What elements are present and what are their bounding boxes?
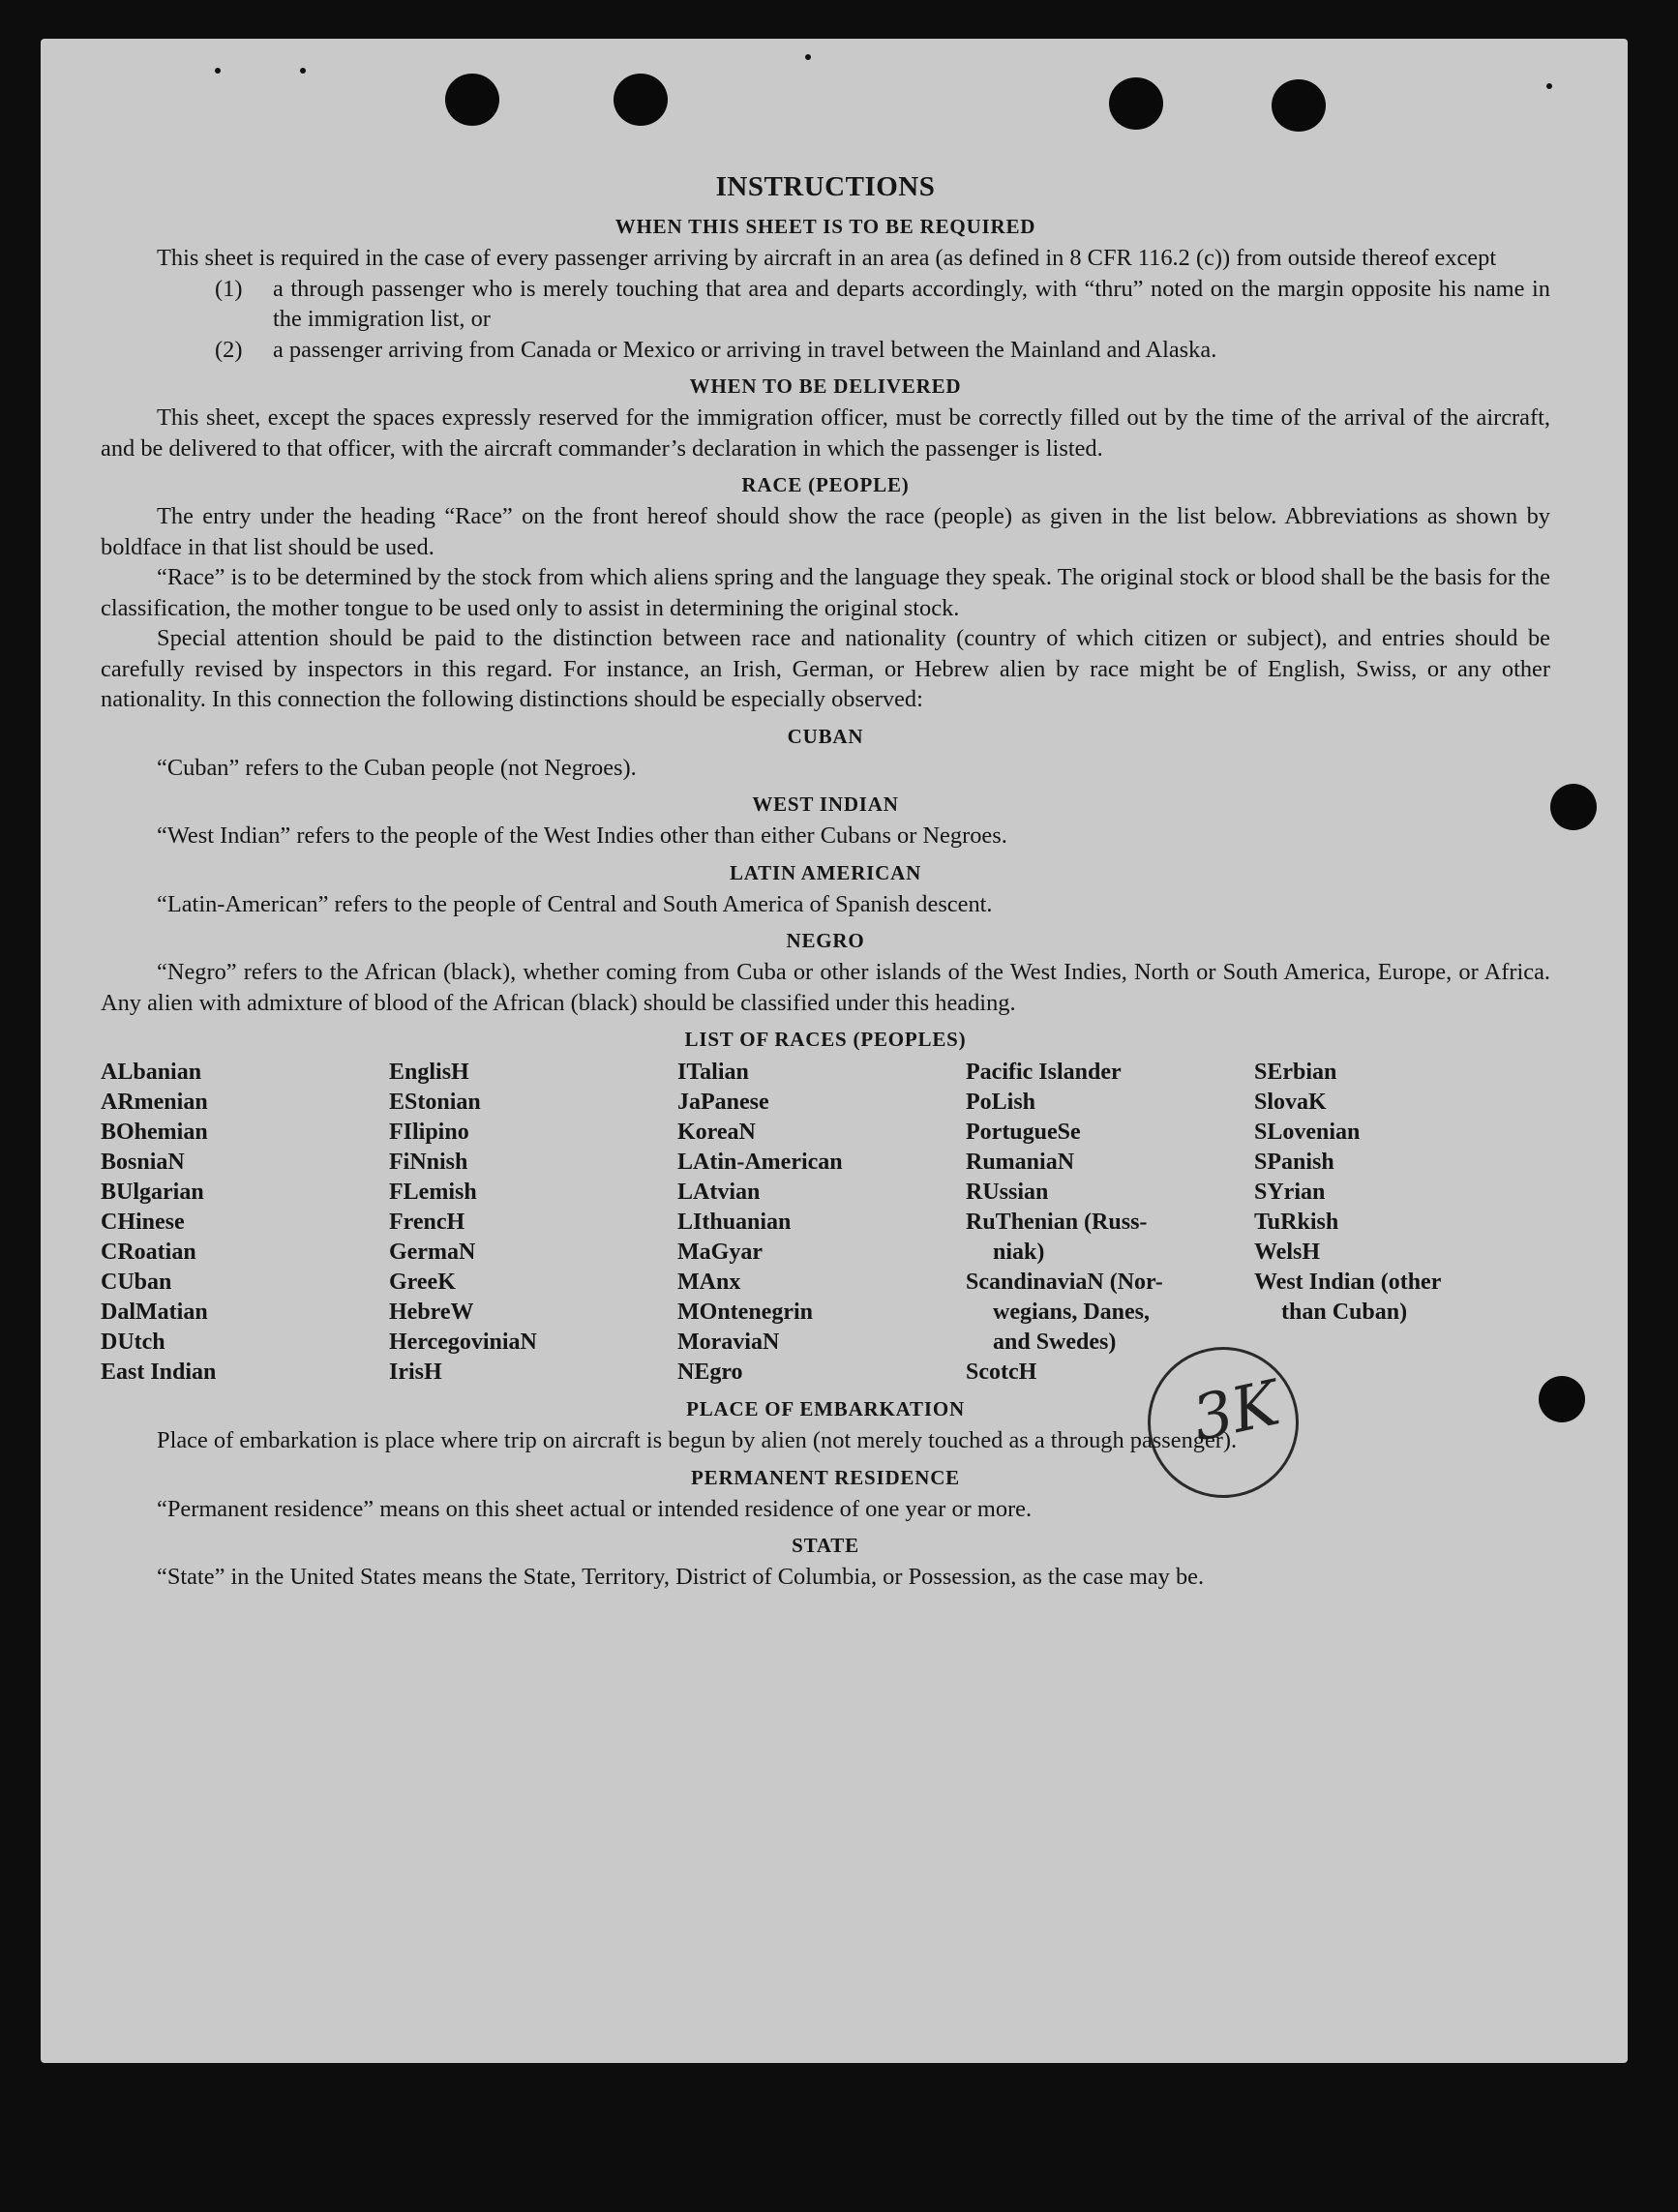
list-item (215, 335, 1550, 366)
race-item: SlovaK (1254, 1090, 1327, 1115)
race-item: ALbanian (101, 1060, 202, 1085)
race-item: BosniaN (101, 1150, 185, 1175)
race-column (677, 1058, 966, 1388)
race-item: West Indian (other (1254, 1270, 1442, 1295)
race-item: ScandinaviaN (Nor- (966, 1270, 1163, 1295)
race-item: GermaN (389, 1240, 476, 1265)
race-item: East Indian (101, 1360, 217, 1385)
state-text: “State” in the United States means the State, Territory, District of Columbia, or Possession, as the case may be. (157, 1564, 1205, 1590)
race-item: ScotcH (966, 1360, 1037, 1385)
race-item: WelsH (1254, 1240, 1321, 1265)
race-item: ITalian (677, 1060, 749, 1085)
item-text: a passenger arriving from Canada or Mexico or arriving in travel between the Mainland and Alaska. (273, 336, 1217, 363)
embarkation-text: Place of embarkation is place where trip on aircraft is begun by alien (not merely touched as a through passenger). (157, 1427, 1238, 1453)
race-item: KoreaN (677, 1120, 756, 1145)
race-paragraph: The entry under the heading “Race” on the front hereof should show the race (people) as given in the list below. Abbreviations as shown by boldface in that list should be used. (101, 503, 1550, 560)
race-item: LAtin-American (677, 1150, 843, 1175)
race-column (101, 1058, 389, 1388)
race-item: MoraviaN (677, 1330, 780, 1355)
race-item: FLemish (389, 1180, 477, 1205)
race-column (966, 1058, 1254, 1388)
race-item: TuRkish (1254, 1210, 1339, 1235)
race-item: SPanish (1254, 1150, 1334, 1175)
heading-list-of-races: LIST OF RACES (PEOPLES) (684, 1028, 967, 1051)
punch-hole (1109, 77, 1163, 130)
race-item: RuThenian (Russ- (966, 1210, 1148, 1235)
race-item: LAtvian (677, 1180, 761, 1205)
race-item: MOntenegrin (677, 1300, 813, 1325)
heading-state: STATE (792, 1534, 859, 1557)
race-item: GreeK (389, 1270, 456, 1295)
heading-required: WHEN THIS SHEET IS TO BE REQUIRED (614, 215, 1036, 238)
race-item: RUssian (966, 1180, 1049, 1205)
race-item: niak) (993, 1240, 1045, 1265)
race-item: and Swedes) (993, 1330, 1117, 1355)
stamp-mark: 3K (1186, 1367, 1286, 1456)
race-item: EnglisH (389, 1060, 469, 1085)
race-item: BOhemian (101, 1120, 208, 1145)
race-item: ARmenian (101, 1090, 208, 1115)
negro-text: “Negro” refers to the African (black), whether coming from Cuba or other islands of the West Indies, North or South America, Europe, or Africa. Any alien with admixture of blood of the African (black) should be classified under this heading. (101, 959, 1550, 1016)
race-column (389, 1058, 677, 1388)
west-indian-text: “West Indian” refers to the people of the West Indies other than either Cubans or Negroes. (157, 822, 1007, 849)
race-list (101, 1058, 1550, 1388)
item-number: (1) (215, 275, 243, 302)
race-item: SErbian (1254, 1060, 1337, 1085)
page-title: INSTRUCTIONS (715, 171, 936, 202)
speck (300, 68, 306, 74)
race-item: FrencH (389, 1210, 465, 1235)
delivered-text: This sheet, except the spaces expressly reserved for the immigration officer, must be correctly filled out by the time of the arrival of the aircraft, and be delivered to that officer, with the aircraft commander’s declaration in which the passenger is listed. (101, 404, 1550, 462)
document-page (41, 39, 1628, 2063)
race-item: PoLish (966, 1090, 1036, 1115)
punch-hole (1272, 79, 1326, 132)
race-item: JaPanese (677, 1090, 769, 1115)
race-item: CHinese (101, 1210, 185, 1235)
race-item: HercegoviniaN (389, 1330, 537, 1355)
race-item: DUtch (101, 1330, 165, 1355)
exception-list (215, 274, 1550, 366)
cuban-text: “Cuban” refers to the Cuban people (not Negroes). (157, 754, 637, 781)
heading-cuban: CUBAN (787, 724, 864, 748)
residence-text: “Permanent residence” means on this sheet actual or intended residence of one year or more. (157, 1495, 1033, 1522)
race-item: NEgro (677, 1360, 743, 1385)
race-item: FiNnish (389, 1150, 468, 1175)
race-item: FIlipino (389, 1120, 469, 1145)
race-item: DalMatian (101, 1300, 208, 1325)
race-item: Pacific Islander (966, 1060, 1122, 1085)
instructions-body (101, 170, 1550, 1593)
latin-american-text: “Latin-American” refers to the people of Central and South America of Spanish descent. (157, 890, 993, 917)
heading-latin-american: LATIN AMERICAN (729, 860, 922, 884)
list-item (215, 274, 1550, 335)
race-item: CRoatian (101, 1240, 196, 1265)
race-item: than Cuban) (1281, 1300, 1408, 1325)
heading-residence: PERMANENT RESIDENCE (691, 1465, 960, 1489)
race-item: LIthuanian (677, 1210, 792, 1235)
race-item: PortugueSe (966, 1120, 1081, 1145)
heading-west-indian: WEST INDIAN (752, 792, 899, 816)
race-item: SLovenian (1254, 1120, 1361, 1145)
speck (1546, 83, 1552, 89)
heading-race: RACE (PEOPLE) (741, 473, 910, 496)
punch-hole (614, 74, 668, 126)
race-item: wegians, Danes, (993, 1300, 1151, 1325)
race-item: RumaniaN (966, 1150, 1075, 1175)
punch-hole (445, 74, 499, 126)
race-paragraph: Special attention should be paid to the distinction between race and nationality (country of which citizen or subject), and entries should be carefully revised by inspectors in this regard. For instance, an Irish, German, or Hebrew alien by race might be of English, Swiss, or any other nationality. In this connection the following distinctions should be especially observed: (101, 625, 1550, 712)
race-item: SYrian (1254, 1180, 1326, 1205)
race-column (1254, 1058, 1544, 1388)
race-item: HebreW (389, 1300, 474, 1325)
race-item: MaGyar (677, 1240, 763, 1265)
speck (215, 68, 221, 74)
item-text: a through passenger who is merely touching that area and departs accordingly, with “thru” noted on the margin opposite his name in the immigration list, or (273, 275, 1550, 332)
heading-embarkation: PLACE OF EMBARKATION (686, 1397, 965, 1420)
heading-delivered: WHEN TO BE DELIVERED (689, 374, 962, 398)
speck (805, 54, 811, 60)
item-number: (2) (215, 336, 243, 363)
punch-hole (1550, 784, 1597, 830)
race-item: BUlgarian (101, 1180, 204, 1205)
race-item: IrisH (389, 1360, 442, 1385)
race-item: EStonian (389, 1090, 481, 1115)
heading-negro: NEGRO (786, 929, 865, 952)
required-intro: This sheet is required in the case of every passenger arriving by aircraft in an area (as defined in 8 CFR 116.2 (c)) from outside thereof except (157, 245, 1497, 271)
race-item: MAnx (677, 1270, 741, 1295)
race-item: CUban (101, 1270, 172, 1295)
race-paragraph: “Race” is to be determined by the stock from which aliens spring and the language they speak. The original stock or blood shall be the basis for the classification, the mother tongue to be used only to assist in determining the original stock. (101, 564, 1550, 621)
